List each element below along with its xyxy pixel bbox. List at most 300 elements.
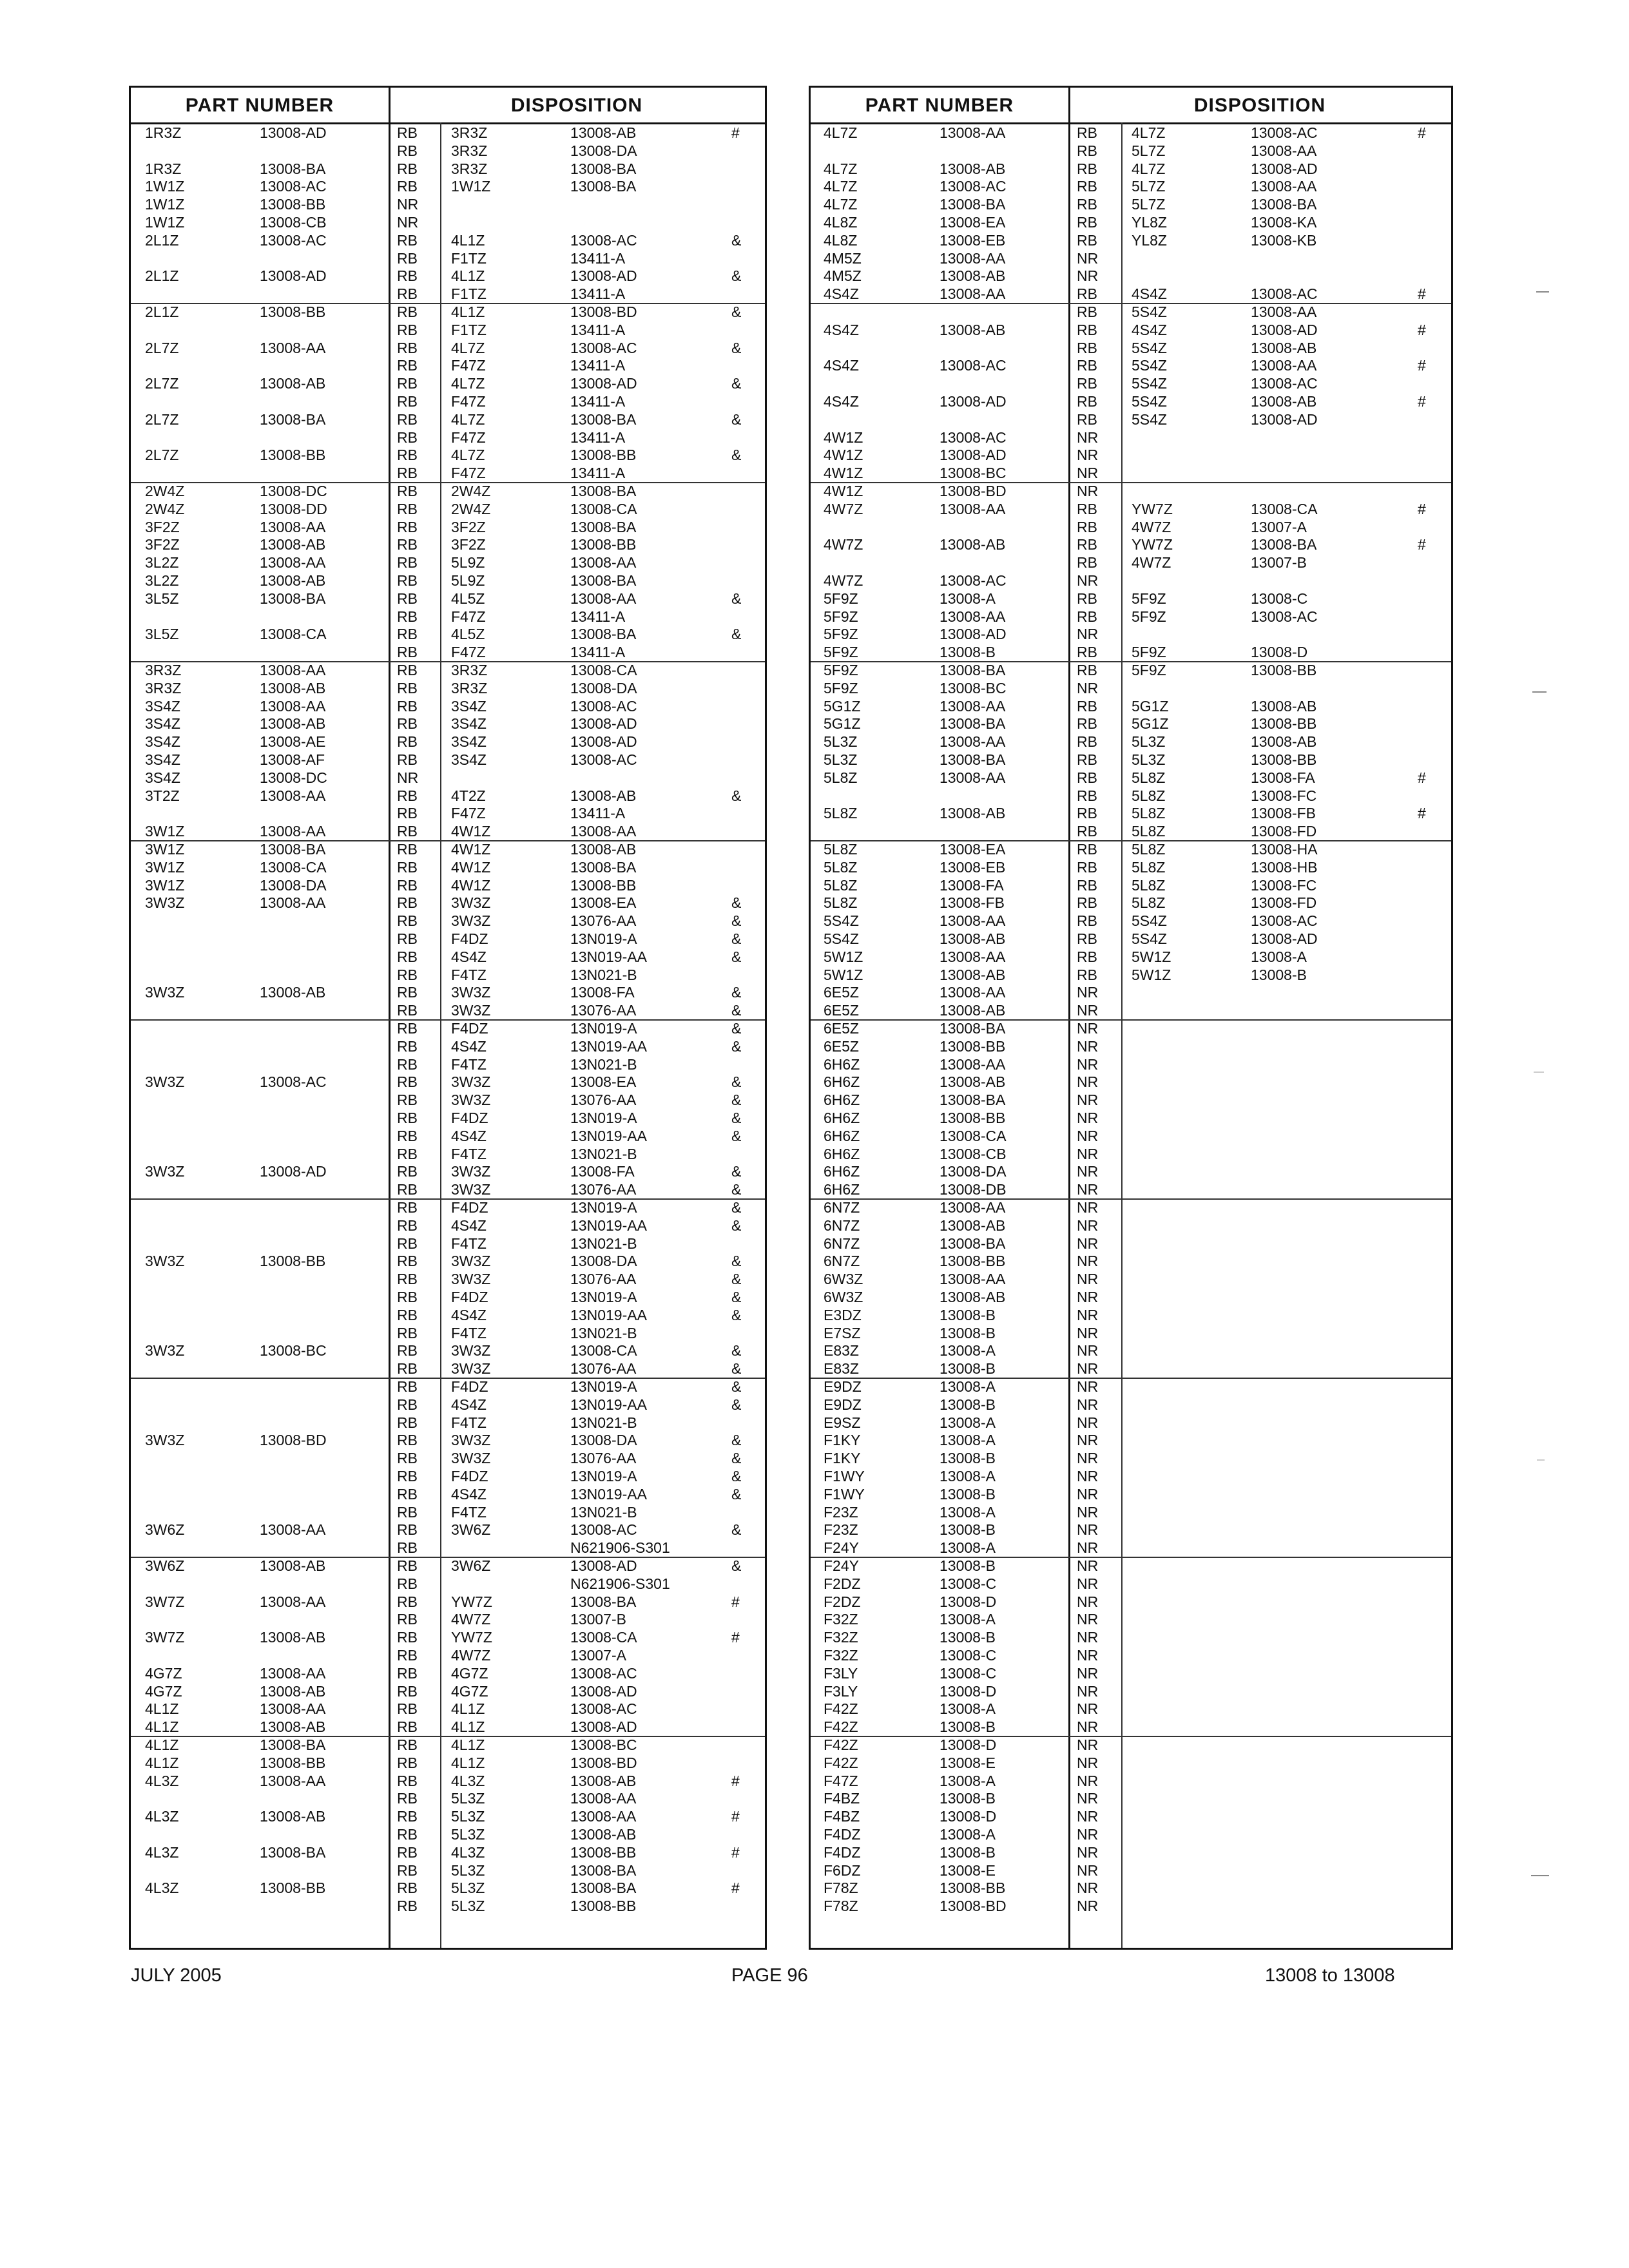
replacement-number: 13076-AA bbox=[570, 912, 637, 930]
disposition-code: NR bbox=[1077, 1468, 1099, 1485]
part-prefix: 3S4Z bbox=[145, 769, 180, 786]
replacement-prefix: YW7Z bbox=[1132, 536, 1173, 553]
part-number: 13008-B bbox=[940, 1557, 996, 1574]
replacement-number: 13008-AB bbox=[570, 787, 637, 804]
note-marker: & bbox=[731, 1020, 742, 1037]
part-prefix: F2DZ bbox=[824, 1575, 861, 1592]
table-row bbox=[131, 859, 765, 877]
replacement-number: 13008-AC bbox=[570, 1521, 637, 1539]
replacement-prefix: 3W3Z bbox=[451, 1163, 491, 1180]
disposition-code: RB bbox=[397, 912, 418, 930]
note-marker: & bbox=[731, 1485, 742, 1503]
replacement-prefix: 4S4Z bbox=[451, 1037, 487, 1055]
part-prefix: 6H6Z bbox=[824, 1163, 860, 1180]
part-prefix: F4DZ bbox=[824, 1843, 861, 1861]
part-prefix: 1W1Z bbox=[145, 178, 185, 195]
disposition-code: RB bbox=[397, 321, 418, 338]
note-marker: & bbox=[731, 447, 742, 464]
disposition-code: RB bbox=[397, 554, 418, 572]
part-number: 13008-AC bbox=[940, 178, 1007, 195]
replacement-number: 13008-A bbox=[1251, 948, 1307, 965]
part-number: 13008-AD bbox=[940, 393, 1007, 410]
part-prefix: 4W1Z bbox=[824, 465, 863, 482]
part-number: 13008-A bbox=[940, 1342, 996, 1360]
disposition-code: RB bbox=[1077, 178, 1097, 195]
part-prefix: F32Z bbox=[824, 1629, 858, 1646]
replacement-prefix: 3S4Z bbox=[451, 733, 487, 751]
replacement-prefix: 3W6Z bbox=[451, 1557, 491, 1574]
disposition-code: RB bbox=[397, 1772, 418, 1789]
part-number: 13008-AB bbox=[940, 321, 1006, 338]
part-prefix: 5L8Z bbox=[824, 894, 858, 912]
replacement-prefix: F4TZ bbox=[451, 1324, 487, 1341]
part-prefix: 3S4Z bbox=[145, 733, 180, 751]
disposition-code: RB bbox=[397, 733, 418, 751]
table-row bbox=[131, 1862, 765, 1880]
replacement-number: 13008-BC bbox=[570, 1736, 637, 1753]
margin-mark bbox=[1537, 1459, 1545, 1461]
table-row bbox=[811, 1091, 1451, 1110]
part-number: 13008-EB bbox=[940, 858, 1006, 876]
part-number: 13008-AB bbox=[940, 1002, 1006, 1019]
disposition-code: RB bbox=[1077, 590, 1097, 607]
part-prefix: 2W4Z bbox=[145, 500, 185, 517]
part-prefix: 6H6Z bbox=[824, 1110, 860, 1126]
replacement-number: 13008-BA bbox=[570, 160, 637, 177]
disposition-code: NR bbox=[1077, 1736, 1099, 1753]
disposition-code: RB bbox=[1077, 912, 1097, 930]
replacement-prefix: 5S4Z bbox=[1132, 410, 1167, 428]
disposition-code: RB bbox=[397, 1718, 418, 1736]
part-number: 13008-A bbox=[940, 1503, 996, 1521]
replacement-prefix: 5S4Z bbox=[1132, 357, 1167, 374]
table-row bbox=[811, 1790, 1451, 1808]
replacement-number: 13008-BD bbox=[570, 303, 637, 320]
replacement-prefix: 4S4Z bbox=[451, 1396, 487, 1413]
part-number: 13008-AD bbox=[260, 1163, 327, 1180]
note-marker: & bbox=[731, 1378, 742, 1395]
part-number: 13008-CB bbox=[940, 1145, 1007, 1162]
table-row bbox=[811, 160, 1451, 178]
table-row bbox=[811, 178, 1451, 196]
margin-mark bbox=[1531, 1875, 1549, 1876]
replacement-number: 13007-A bbox=[1251, 518, 1307, 535]
part-number: 13008-AE bbox=[260, 733, 326, 751]
note-marker: & bbox=[731, 1110, 742, 1126]
disposition-code: NR bbox=[1077, 1342, 1099, 1360]
part-prefix: F24Y bbox=[824, 1539, 859, 1557]
part-prefix: 6H6Z bbox=[824, 1055, 860, 1073]
replacement-number: 13007-B bbox=[570, 1611, 626, 1628]
note-marker: & bbox=[731, 1360, 742, 1378]
part-number: 13008-B bbox=[940, 1790, 996, 1807]
table-row bbox=[811, 1736, 1451, 1754]
disposition-code: NR bbox=[1077, 1414, 1099, 1431]
part-prefix: 4W1Z bbox=[824, 428, 863, 446]
part-prefix: 3W7Z bbox=[145, 1593, 185, 1610]
part-prefix: E9SZ bbox=[824, 1414, 861, 1431]
replacement-prefix: 5S4Z bbox=[1132, 393, 1167, 410]
table-row bbox=[131, 1539, 765, 1557]
part-prefix: 6N7Z bbox=[824, 1235, 860, 1252]
disposition-code: RB bbox=[397, 984, 418, 1001]
part-number: 13008-AC bbox=[260, 1073, 327, 1091]
table-row bbox=[131, 196, 765, 214]
part-prefix: 3W3Z bbox=[145, 1253, 185, 1270]
note-marker: & bbox=[731, 1396, 742, 1413]
right-table-header bbox=[811, 88, 1451, 124]
replacement-prefix: 4W7Z bbox=[1132, 518, 1171, 535]
replacement-number: 13008-AD bbox=[570, 1718, 637, 1736]
disposition-code: NR bbox=[1077, 1898, 1099, 1915]
disposition-code: RB bbox=[397, 1271, 418, 1288]
table-row bbox=[811, 1432, 1451, 1450]
note-marker: # bbox=[731, 1593, 740, 1610]
disposition-code: RB bbox=[1077, 733, 1097, 751]
part-number: 13008-DC bbox=[260, 483, 327, 499]
table-row bbox=[131, 1110, 765, 1128]
disposition-code: RB bbox=[397, 1593, 418, 1610]
table-row bbox=[811, 626, 1451, 644]
replacement-number: 13008-AA bbox=[1251, 142, 1317, 159]
part-number: 13008-BB bbox=[940, 1110, 1006, 1126]
disposition-code: NR bbox=[1077, 1037, 1099, 1055]
disposition-code: RB bbox=[397, 1055, 418, 1073]
part-number: 13008-AB bbox=[940, 267, 1006, 285]
part-prefix: 3F2Z bbox=[145, 536, 180, 553]
replacement-prefix: F4TZ bbox=[451, 1055, 487, 1073]
table-row bbox=[811, 1879, 1451, 1898]
table-row bbox=[811, 142, 1451, 160]
part-prefix: 5F9Z bbox=[824, 590, 858, 607]
replacement-prefix: 5S4Z bbox=[1132, 339, 1167, 356]
disposition-code: RB bbox=[1077, 196, 1097, 213]
part-prefix: 5L8Z bbox=[824, 876, 858, 894]
part-number: 13008-AA bbox=[940, 697, 1006, 715]
replacement-prefix: F4TZ bbox=[451, 1414, 487, 1431]
disposition-code: RB bbox=[1077, 375, 1097, 392]
replacement-number: 13008-AB bbox=[570, 124, 637, 141]
disposition-code: NR bbox=[1077, 1754, 1099, 1771]
replacement-number: 13008-HB bbox=[1251, 858, 1318, 876]
part-prefix: 6N7Z bbox=[824, 1199, 860, 1216]
replacement-number: 13008-BA bbox=[1251, 196, 1317, 213]
table-row bbox=[811, 1396, 1451, 1414]
table-row bbox=[131, 375, 765, 393]
replacement-prefix: 3F2Z bbox=[451, 536, 486, 553]
table-row bbox=[811, 1414, 1451, 1432]
part-prefix: 5F9Z bbox=[824, 608, 858, 625]
note-marker: & bbox=[731, 410, 742, 428]
table-row bbox=[131, 1146, 765, 1164]
table-row bbox=[131, 1450, 765, 1468]
table-row bbox=[131, 680, 765, 698]
part-prefix: 3W1Z bbox=[145, 841, 185, 858]
table-row bbox=[811, 912, 1451, 930]
disposition-code: RB bbox=[397, 572, 418, 589]
table-row bbox=[131, 930, 765, 948]
part-number: 13008-B bbox=[940, 1306, 996, 1323]
part-prefix: 4L8Z bbox=[824, 231, 858, 249]
replacement-number: 13008-AD bbox=[1251, 160, 1318, 177]
part-number: 13008-AB bbox=[260, 572, 326, 589]
table-row bbox=[131, 322, 765, 340]
disposition-code: RB bbox=[397, 1557, 418, 1574]
part-number: 13008-A bbox=[940, 1539, 996, 1557]
part-prefix: 5L3Z bbox=[824, 733, 858, 751]
replacement-prefix: F1TZ bbox=[451, 285, 487, 303]
disposition-code: RB bbox=[397, 178, 418, 195]
disposition-code: NR bbox=[1077, 572, 1099, 589]
disposition-code: NR bbox=[1077, 1647, 1099, 1664]
replacement-number: N621906-S301 bbox=[570, 1539, 670, 1557]
table-row bbox=[811, 1450, 1451, 1468]
table-row bbox=[811, 1539, 1451, 1557]
replacement-prefix: 5L9Z bbox=[451, 554, 485, 572]
table-row bbox=[131, 1091, 765, 1110]
disposition-code: RB bbox=[397, 697, 418, 715]
part-prefix: 4L3Z bbox=[145, 1843, 179, 1861]
part-prefix: 4M5Z bbox=[824, 267, 862, 285]
part-prefix: 3S4Z bbox=[145, 751, 180, 768]
table-row bbox=[131, 1557, 765, 1575]
note-marker: & bbox=[731, 1091, 742, 1109]
part-prefix: 6E5Z bbox=[824, 1002, 859, 1019]
disposition-code: RB bbox=[397, 1127, 418, 1144]
part-number: 13008-DD bbox=[260, 500, 327, 517]
table-row bbox=[131, 1181, 765, 1199]
disposition-code: NR bbox=[1077, 984, 1099, 1001]
part-number: 13008-AA bbox=[260, 518, 326, 535]
disposition-code: RB bbox=[1077, 894, 1097, 912]
part-prefix: 6H6Z bbox=[824, 1145, 860, 1162]
disposition-code: RB bbox=[397, 1306, 418, 1323]
disposition-code: RB bbox=[397, 966, 418, 983]
replacement-number: 13008-AC bbox=[570, 751, 637, 768]
disposition-code: NR bbox=[1077, 249, 1099, 267]
part-prefix: 4G7Z bbox=[145, 1682, 182, 1700]
table-row bbox=[131, 1163, 765, 1181]
replacement-prefix: 4L1Z bbox=[451, 1736, 485, 1753]
disposition-code: NR bbox=[1077, 1378, 1099, 1395]
table-row bbox=[811, 984, 1451, 1002]
table-row bbox=[131, 1073, 765, 1091]
table-row bbox=[131, 590, 765, 608]
disposition-code: RB bbox=[397, 1020, 418, 1037]
part-prefix: F1KY bbox=[824, 1432, 861, 1449]
replacement-number: 13008-AB bbox=[1251, 697, 1317, 715]
replacement-prefix: F4DZ bbox=[451, 1110, 488, 1126]
part-prefix: 1R3Z bbox=[145, 124, 182, 141]
part-number: 13008-D bbox=[940, 1593, 997, 1610]
part-number: 13008-C bbox=[940, 1664, 997, 1682]
note-marker: & bbox=[731, 1002, 742, 1019]
disposition-code: RB bbox=[397, 1199, 418, 1216]
note-marker: & bbox=[731, 590, 742, 607]
table-row bbox=[811, 1342, 1451, 1360]
part-number: 13008-CA bbox=[940, 1127, 1007, 1144]
replacement-number: 13008-BA bbox=[570, 1879, 637, 1897]
part-prefix: 1R3Z bbox=[145, 160, 182, 177]
part-number: 13008-AD bbox=[940, 447, 1007, 464]
disposition-code: RB bbox=[397, 930, 418, 947]
part-prefix: E7SZ bbox=[824, 1324, 861, 1341]
part-number: 13008-AA bbox=[940, 1271, 1006, 1288]
part-number: 13008-BB bbox=[260, 196, 326, 213]
table-row bbox=[811, 1773, 1451, 1791]
part-prefix: F24Y bbox=[824, 1557, 859, 1574]
table-row bbox=[131, 1629, 765, 1647]
table-row bbox=[131, 340, 765, 358]
replacement-number: 13008-DA bbox=[570, 1253, 637, 1270]
disposition-code: NR bbox=[1077, 1432, 1099, 1449]
disposition-code: RB bbox=[397, 1485, 418, 1503]
note-marker: # bbox=[731, 1843, 740, 1861]
replacement-prefix: 4L3Z bbox=[451, 1772, 485, 1789]
part-prefix: 4L7Z bbox=[824, 160, 858, 177]
replacement-number: 13076-AA bbox=[570, 1002, 637, 1019]
replacement-number: 13N021-B bbox=[570, 1055, 637, 1073]
replacement-prefix: 5L7Z bbox=[1132, 196, 1166, 213]
replacement-number: 13411-A bbox=[570, 285, 626, 303]
part-number: 13008-AB bbox=[940, 536, 1006, 553]
replacement-prefix: 5L3Z bbox=[451, 1826, 485, 1843]
replacement-prefix: 2W4Z bbox=[451, 500, 491, 517]
replacement-number: 13076-AA bbox=[570, 1181, 637, 1198]
replacement-number: 13008-DA bbox=[570, 142, 637, 159]
replacement-prefix: 4G7Z bbox=[451, 1682, 488, 1700]
disposition-code: RB bbox=[1077, 536, 1097, 553]
part-prefix: 3L5Z bbox=[145, 590, 179, 607]
part-prefix: 5S4Z bbox=[824, 912, 859, 930]
part-number: 13008-AB bbox=[940, 1216, 1006, 1234]
replacement-number: 13076-AA bbox=[570, 1360, 637, 1378]
table-row bbox=[811, 267, 1451, 285]
disposition-code: RB bbox=[1077, 751, 1097, 768]
table-row bbox=[131, 1271, 765, 1289]
table-row bbox=[131, 948, 765, 966]
table-row bbox=[811, 1683, 1451, 1701]
part-number: 13008-AC bbox=[940, 357, 1007, 374]
table-row bbox=[811, 715, 1451, 733]
table-row bbox=[811, 1826, 1451, 1844]
replacement-number: 13008-AB bbox=[570, 841, 637, 858]
disposition-code: RB bbox=[397, 608, 418, 625]
table-row bbox=[811, 1235, 1451, 1253]
table-row bbox=[811, 1128, 1451, 1146]
replacement-prefix: 4L7Z bbox=[451, 375, 485, 392]
replacement-prefix: F1TZ bbox=[451, 249, 487, 267]
table-row bbox=[811, 662, 1451, 680]
part-number: 13008-A bbox=[940, 1700, 996, 1718]
disposition-code: RB bbox=[397, 1235, 418, 1252]
note-marker: # bbox=[1418, 536, 1426, 553]
replacement-number: 13N019-A bbox=[570, 1289, 637, 1305]
part-number: 13008-B bbox=[940, 1521, 996, 1539]
disposition-code: RB bbox=[397, 715, 418, 733]
replacement-number: 13008-AC bbox=[1251, 285, 1318, 303]
table-row bbox=[131, 626, 765, 644]
table-row bbox=[131, 1844, 765, 1862]
disposition-code: NR bbox=[1077, 1163, 1099, 1180]
table-row bbox=[131, 1432, 765, 1450]
part-prefix: 3W3Z bbox=[145, 1073, 185, 1091]
part-prefix: 3R3Z bbox=[145, 662, 182, 678]
replacement-prefix: 3S4Z bbox=[451, 697, 487, 715]
note-marker: # bbox=[1418, 805, 1426, 822]
replacement-number: 13008-AD bbox=[1251, 930, 1318, 947]
table-row bbox=[131, 572, 765, 590]
part-prefix: 4L8Z bbox=[824, 214, 858, 231]
note-marker: & bbox=[731, 912, 742, 930]
table-row bbox=[131, 285, 765, 303]
part-prefix: 6E5Z bbox=[824, 984, 859, 1001]
disposition-code: NR bbox=[397, 214, 419, 231]
part-prefix: 5L8Z bbox=[824, 805, 858, 822]
replacement-prefix: 3W3Z bbox=[451, 1181, 491, 1198]
disposition-code: RB bbox=[397, 1647, 418, 1664]
replacement-prefix: 5L3Z bbox=[1132, 751, 1166, 768]
disposition-code: RB bbox=[1077, 321, 1097, 338]
part-number: 13008-AB bbox=[260, 679, 326, 697]
disposition-code: NR bbox=[1077, 1253, 1099, 1270]
replacement-prefix: 3W3Z bbox=[451, 1450, 491, 1467]
table-row bbox=[811, 1073, 1451, 1091]
disposition-code: RB bbox=[397, 858, 418, 876]
disposition-code: RB bbox=[397, 1861, 418, 1879]
replacement-number: 13008-FA bbox=[570, 1163, 635, 1180]
disposition-code: RB bbox=[397, 1181, 418, 1198]
disposition-code: NR bbox=[1077, 1091, 1099, 1109]
replacement-number: 13008-AB bbox=[1251, 733, 1317, 751]
table-row bbox=[131, 912, 765, 930]
replacement-prefix: 3W3Z bbox=[451, 1002, 491, 1019]
replacement-number: 13N019-AA bbox=[570, 1306, 647, 1323]
replacement-prefix: 5F9Z bbox=[1132, 608, 1166, 625]
replacement-number: 13008-AD bbox=[570, 715, 637, 733]
table-row bbox=[131, 1754, 765, 1773]
part-prefix: 4S4Z bbox=[824, 357, 859, 374]
table-row bbox=[131, 519, 765, 537]
replacement-prefix: 5W1Z bbox=[1132, 966, 1171, 983]
replacement-number: 13008-FD bbox=[1251, 823, 1317, 840]
table-row bbox=[131, 465, 765, 483]
table-row bbox=[811, 554, 1451, 572]
part-number: 13008-AB bbox=[260, 984, 326, 1001]
replacement-prefix: 3R3Z bbox=[451, 679, 488, 697]
replacement-number: 13N021-B bbox=[570, 1414, 637, 1431]
part-prefix: 4L1Z bbox=[145, 1736, 179, 1753]
table-row bbox=[811, 733, 1451, 751]
table-row bbox=[811, 859, 1451, 877]
replacement-prefix: 3W3Z bbox=[451, 1432, 491, 1449]
disposition-code: RB bbox=[397, 1521, 418, 1539]
replacement-prefix: 5L8Z bbox=[1132, 823, 1166, 840]
table-row bbox=[811, 1898, 1451, 1916]
disposition-code: RB bbox=[397, 231, 418, 249]
replacement-number: 13008-AC bbox=[1251, 124, 1318, 141]
table-row bbox=[131, 698, 765, 716]
part-prefix: 4L7Z bbox=[824, 178, 858, 195]
part-prefix: F2DZ bbox=[824, 1593, 861, 1610]
part-number: 13008-AB bbox=[260, 375, 326, 392]
part-number: 13008-D bbox=[940, 1736, 997, 1753]
replacement-number: 13008-AA bbox=[1251, 357, 1317, 374]
replacement-number: 13008-AD bbox=[570, 375, 637, 392]
replacement-number: 13008-AB bbox=[570, 1772, 637, 1789]
part-prefix: F42Z bbox=[824, 1700, 858, 1718]
part-prefix: 2L1Z bbox=[145, 303, 179, 320]
